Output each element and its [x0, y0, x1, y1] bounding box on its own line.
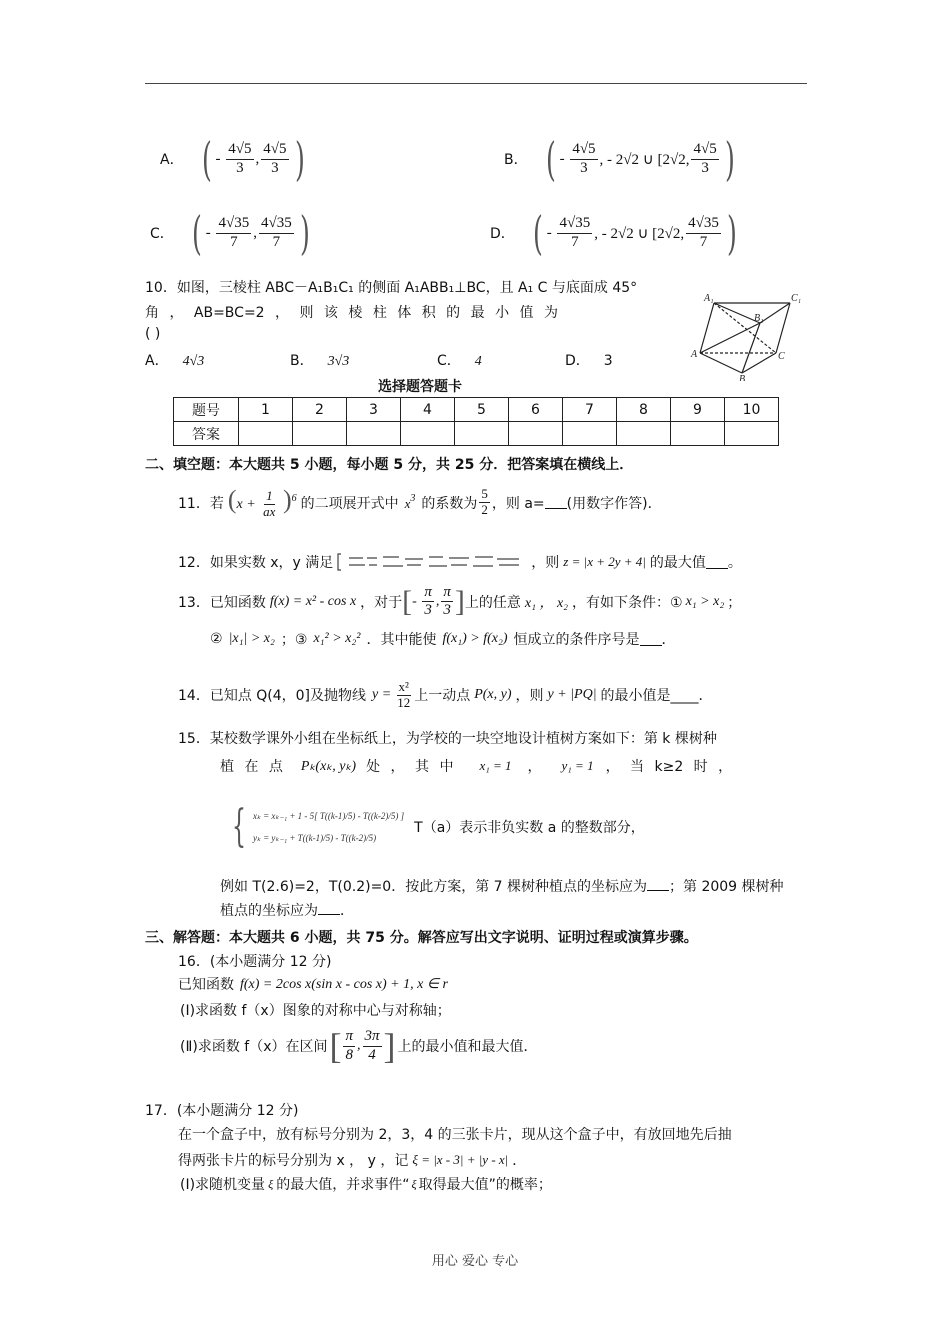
- q16-line1: 已知函数 f(x) = 2cos x(sin x - cos x) + 1, x ∈ r: [178, 976, 448, 993]
- svg-text:A₁: A₁: [704, 293, 714, 304]
- q15-line1: 15．某校数学课外小组在坐标纸上，为学校的一块空地设计植树方案如下：第 k 棵树种: [178, 731, 717, 747]
- answer-cell[interactable]: [725, 422, 779, 446]
- answer-cell[interactable]: [239, 422, 293, 446]
- answer-card-number: 2: [293, 398, 347, 422]
- header-rule: [145, 83, 807, 84]
- q12-answer-blank[interactable]: [706, 556, 728, 569]
- q13-answer-blank[interactable]: [640, 633, 662, 646]
- answer-cell[interactable]: [347, 422, 401, 446]
- q15-blank-2009th[interactable]: [318, 902, 340, 915]
- answer-card-number: 3: [347, 398, 401, 422]
- q12: 12．如果实数 x，y 满足 ，则 z = |x + 2y + 4| 的最大值 。: [178, 554, 742, 571]
- answer-cell[interactable]: [563, 422, 617, 446]
- svg-text:A: A: [691, 349, 698, 360]
- q9-option-b: B． ( - $\frac{4√5}{3}$ , - 2√2 ∪ [2√2, $\frac{4√5}{3}$ ): [504, 132, 735, 186]
- svg-text:C₁: C₁: [791, 293, 802, 304]
- answer-card-number: 8: [617, 398, 671, 422]
- q11: 11．若 (x + $\frac{1}{ax}$ )$^6$ 的二项展开式中 $x^3$ 的系数为 $\frac{5}{2}$ ，则 a= (用数字作答)．: [178, 485, 662, 520]
- q17-line2: 得两张卡片的标号分别为 x ， y ，记 ξ = |x - 3| + |y - x| ．: [178, 1152, 527, 1169]
- q17-line1: 在一个盒子中，放有标号分别为 2，3，4 的三张卡片，现从这个盒子中，有放回地先后抽: [178, 1127, 732, 1143]
- answer-cell[interactable]: [509, 422, 563, 446]
- q11-answer-blank[interactable]: [545, 496, 567, 509]
- section2-heading: 二、填空题：本大题共 5 小题，每小题 5 分，共 25 分．把答案填在横线上．: [145, 457, 634, 473]
- q15-line4: 例如 T(2.6)=2，T(0.2)=0．按此方案，第 7 棵树种植点的坐标应为 ；第 2009 棵树种: [220, 879, 784, 895]
- page-footer: 用心 爱心 专心: [431, 1254, 519, 1269]
- q14: 14．已知点 Q(4，0]及抛物线 y = $\frac{\text{x²}}{12}$ 上一动点 P(x, y) ，则 y + |PQ| 的最小值是____．: [178, 679, 713, 710]
- answer-card-head-answer: 答案: [174, 422, 239, 446]
- q16-part1: (Ⅰ)求函数 f（x）图象的对称中心与对称轴；: [180, 1003, 451, 1019]
- q15-system: { xₖ = xₖ₋₁ + 1 - 5[ T((k-1)/5) - T((k-2)/5) ] yₖ = yₖ₋₁ + T((k-1)/5) - T((k-2)/5) T（a）表示非负实数 a 的整数部分，: [232, 801, 645, 852]
- answer-cell[interactable]: [293, 422, 347, 446]
- answer-cell[interactable]: [617, 422, 671, 446]
- answer-card-title: 选择题答题卡: [378, 379, 462, 395]
- q10-line3: ( ): [145, 326, 161, 342]
- answer-card-number: 1: [239, 398, 293, 422]
- q10-option-b: B． 3√3: [290, 353, 350, 369]
- answer-card-number: 10: [725, 398, 779, 422]
- answer-card-number: 5: [455, 398, 509, 422]
- answer-card-row-numbers: [174, 398, 779, 422]
- q15-system-y: yₖ = yₖ₋₁ + T((k-1)/5) - T((k-2)/5): [253, 833, 377, 843]
- answer-card-number: 9: [671, 398, 725, 422]
- q16-part2: (Ⅱ)求函数 f（x）在区间 [ $\frac{\pi}{8}$ , $\frac{3\pi}{4}$ ] 上的最小值和最大值．: [180, 1026, 538, 1066]
- answer-card-head-number: 题号: [174, 398, 239, 422]
- q9-option-d: D． ( - $\frac{4√35}{7}$ , - 2√2 ∪ [2√2, $\frac{4√35}{7}$ ): [490, 206, 737, 260]
- q17-title: 17．(本小题满分 12 分): [145, 1103, 299, 1119]
- q9-option-a: A． ( - $\frac{4√5}{3}$ , $\frac{4√5}{3}$ ): [160, 132, 305, 186]
- q10-option-d: D． 3: [565, 353, 613, 369]
- q15-line5: 植点的坐标应为 ．: [220, 903, 354, 919]
- q15-line2: 植 在 点 Pₖ(xₖ, yₖ) 处 ， 其 中 x₁ = 1 ， y₁ = 1 ， 当 k≥2 时 ，: [220, 758, 733, 775]
- q16-title: 16．(本小题满分 12 分): [178, 954, 332, 970]
- triangular-prism-figure: [690, 289, 808, 381]
- q10-option-c: C． 4: [437, 353, 482, 369]
- q17-part1: (Ⅰ)求随机变量 ξ 的最大值，并求事件“ ξ 取得最大值”的概率；: [180, 1176, 552, 1193]
- q13-line1: 13．已知函数 f(x) = x² - cos x ，对于 [ - $\frac{\pi}{3}$ , $\frac{\pi}{3}$ ] 上的任意 x₁ ， x₂ ，有如下条件：① x₁ > x₂ ；: [178, 584, 742, 619]
- section3-heading: 三、解答题：本大题共 6 小题，共 75 分。解答应写出文字说明、证明过程或演算步骤。: [145, 930, 698, 946]
- answer-card-number: 7: [563, 398, 617, 422]
- answer-cell[interactable]: [671, 422, 725, 446]
- answer-cell[interactable]: [401, 422, 455, 446]
- svg-text:C: C: [778, 351, 785, 362]
- q10-option-a: A． 4√3: [145, 353, 205, 369]
- q9-option-c: C． ( - $\frac{4√35}{7}$ , $\frac{4√35}{7}$ ): [150, 206, 310, 260]
- svg-text:B: B: [739, 374, 746, 381]
- q10-line2: 角 ， AB=BC=2 ， 则 该 棱 柱 体 积 的 最 小 值 为: [145, 305, 558, 321]
- q15-blank-7th[interactable]: [647, 878, 669, 891]
- answer-card-number: 4: [401, 398, 455, 422]
- answer-card-number: 6: [509, 398, 563, 422]
- svg-text:B₁: B₁: [754, 313, 764, 324]
- q12-constraint-system-garbled: [337, 553, 527, 571]
- q15-system-x: xₖ = xₖ₋₁ + 1 - 5[ T((k-1)/5) - T((k-2)/5) ]: [253, 811, 405, 821]
- q13-line2: ② |x₁| > x₂ ；③ x₁² > x₂² ．其中能使 f(x₁) > f(x₂) 恒成立的条件序号是 ．: [210, 631, 676, 648]
- answer-card-table: [173, 397, 779, 446]
- answer-cell[interactable]: [455, 422, 509, 446]
- q10-line1: 10．如图，三棱柱 ABC－A₁B₁C₁ 的侧面 A₁ABB₁⊥BC，且 A₁ C 与底面成 45°: [145, 280, 638, 296]
- answer-card-row-answers: [174, 422, 779, 446]
